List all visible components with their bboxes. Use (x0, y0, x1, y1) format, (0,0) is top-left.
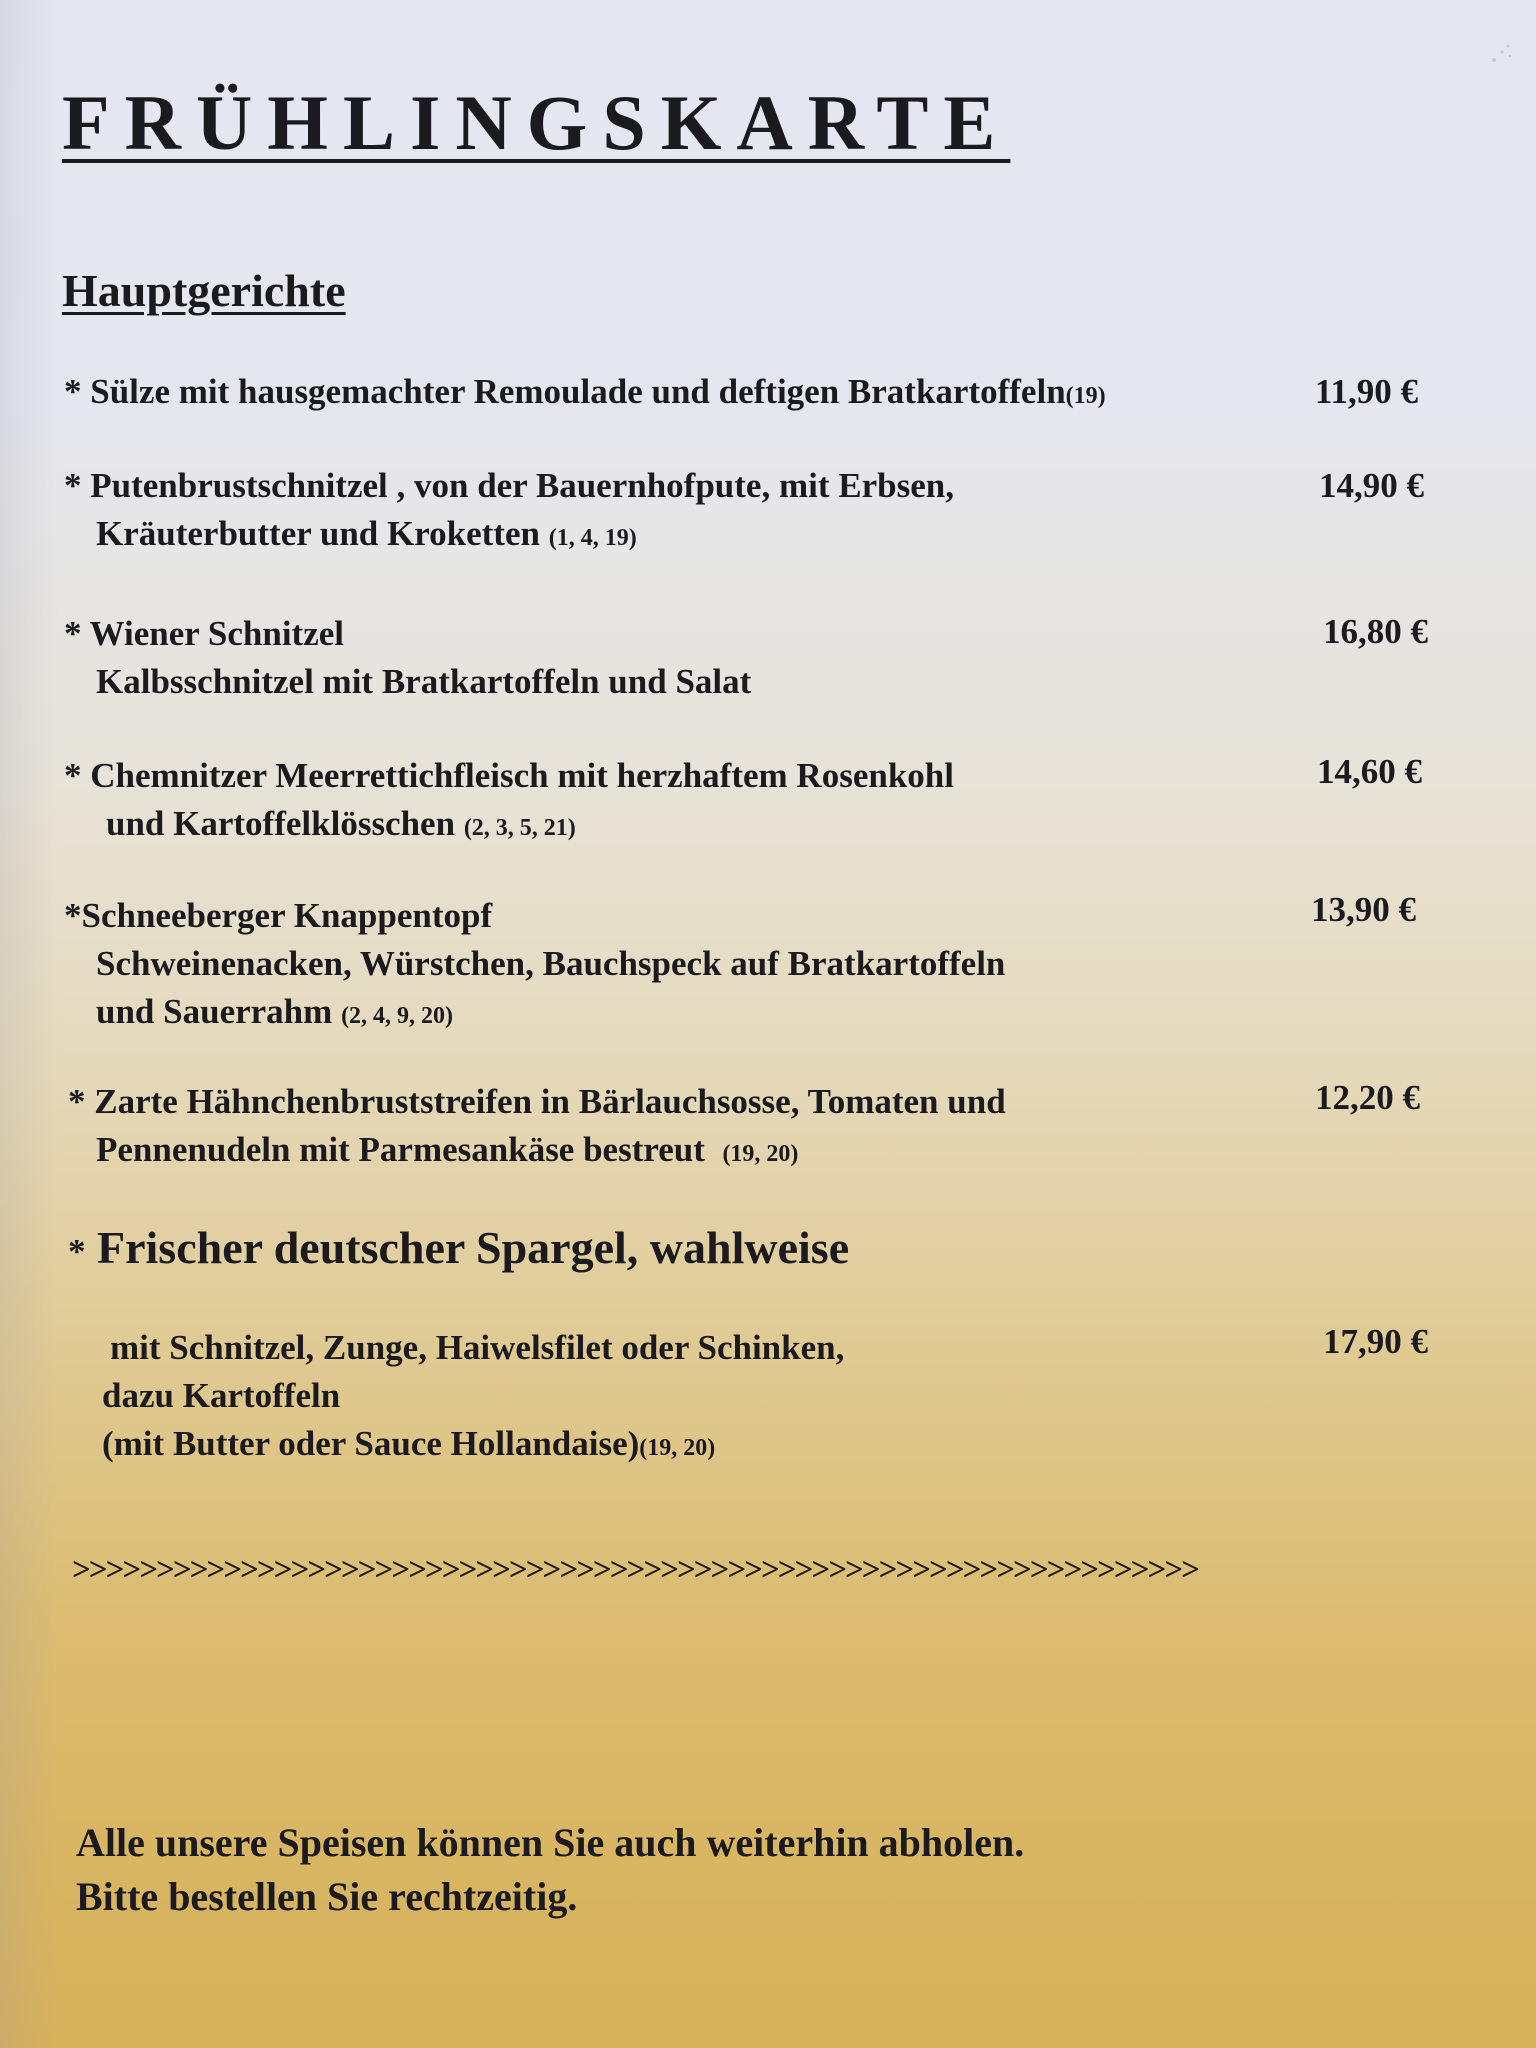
dish-line: und Kartoffelklösschen (2, 3, 5, 21) (106, 804, 576, 843)
footer-line: Bitte bestellen Sie rechtzeitig. (76, 1874, 578, 1919)
dish-line: Kräuterbutter und Kroketten (1, 4, 19) (96, 514, 637, 553)
allergen-codes: (19) (1065, 383, 1106, 409)
dish-price: 12,20 € (1315, 1078, 1420, 1117)
dish-headline: * Frischer deutscher Spargel, wahlweise (68, 1222, 850, 1273)
dish-price: 14,90 € (1319, 466, 1424, 505)
star-marker: * (68, 1232, 86, 1271)
allergen-codes: (19, 20) (722, 1141, 799, 1167)
menu-item (64, 610, 1424, 706)
dish-price: 17,90 € (1323, 1322, 1428, 1361)
dish-line: (mit Butter oder Sauce Hollandaise)(19, 20) (102, 1424, 716, 1463)
allergen-codes: (2, 4, 9, 20) (341, 1003, 454, 1029)
section-heading: Hauptgerichte (62, 265, 346, 316)
dish-line: Pennenudeln mit Parmesankäse bestreut (19, 20) (96, 1130, 799, 1169)
dish-line: Kalbsschnitzel mit Bratkartoffeln und Salat (96, 662, 752, 701)
menu-item (64, 752, 1424, 852)
dish-line: * Putenbrustschnitzel , von der Bauernhofpute, mit Erbsen, (64, 466, 954, 505)
dish-price: 16,80 € (1323, 612, 1428, 651)
dish-price: 14,60 € (1317, 752, 1422, 791)
allergen-codes: (1, 4, 19) (548, 525, 637, 551)
menu-item (64, 368, 1424, 420)
footer-note (76, 1816, 1024, 1924)
dish-line: mit Schnitzel, Zunge, Haiwelsfilet oder Schinken, (110, 1328, 845, 1367)
menu-item (64, 892, 1424, 1040)
dish-line: *Schneeberger Knappentopf (64, 896, 493, 935)
dish-line: * Chemnitzer Meerrettichfleisch mit herzhaftem Rosenkohl (64, 756, 954, 795)
allergen-codes: (2, 3, 5, 21) (463, 815, 576, 841)
menu-item (64, 1078, 1424, 1178)
menu-item (64, 462, 1424, 562)
dish-line: Schweinenacken, Würstchen, Bauchspeck auf Bratkartoffeln (96, 944, 1006, 983)
paper-blemish (1488, 40, 1516, 74)
dish-line: * Wiener Schnitzel (64, 614, 344, 653)
dish-line: * Sülze mit hausgemachter Remoulade und deftigen Bratkartoffeln(19) (64, 372, 1106, 411)
separator-arrows: >>>>>>>>>>>>>>>>>>>>>>>>>>>>>>>>>>>>>>>>>>>>>>>>>>>>>>>>>>>>>>>>>>> (72, 1552, 1198, 1588)
dish-line: * Zarte Hähnchenbruststreifen in Bärlauchsosse, Tomaten und (68, 1082, 1006, 1121)
footer-line: Alle unsere Speisen können Sie auch weiterhin abholen. (76, 1820, 1025, 1865)
dish-line: dazu Kartoffeln (102, 1376, 341, 1415)
allergen-codes: (19, 20) (639, 1435, 716, 1461)
menu-title: FRÜHLINGSKARTE (62, 79, 1011, 166)
menu-item (64, 1220, 1424, 1280)
menu-item-details (64, 1324, 1424, 1472)
dish-price: 13,90 € (1311, 890, 1416, 929)
sheet-shadow (0, 0, 58, 2048)
dish-price: 11,90 € (1314, 372, 1418, 411)
dish-line: und Sauerrahm (2, 4, 9, 20) (96, 992, 454, 1031)
